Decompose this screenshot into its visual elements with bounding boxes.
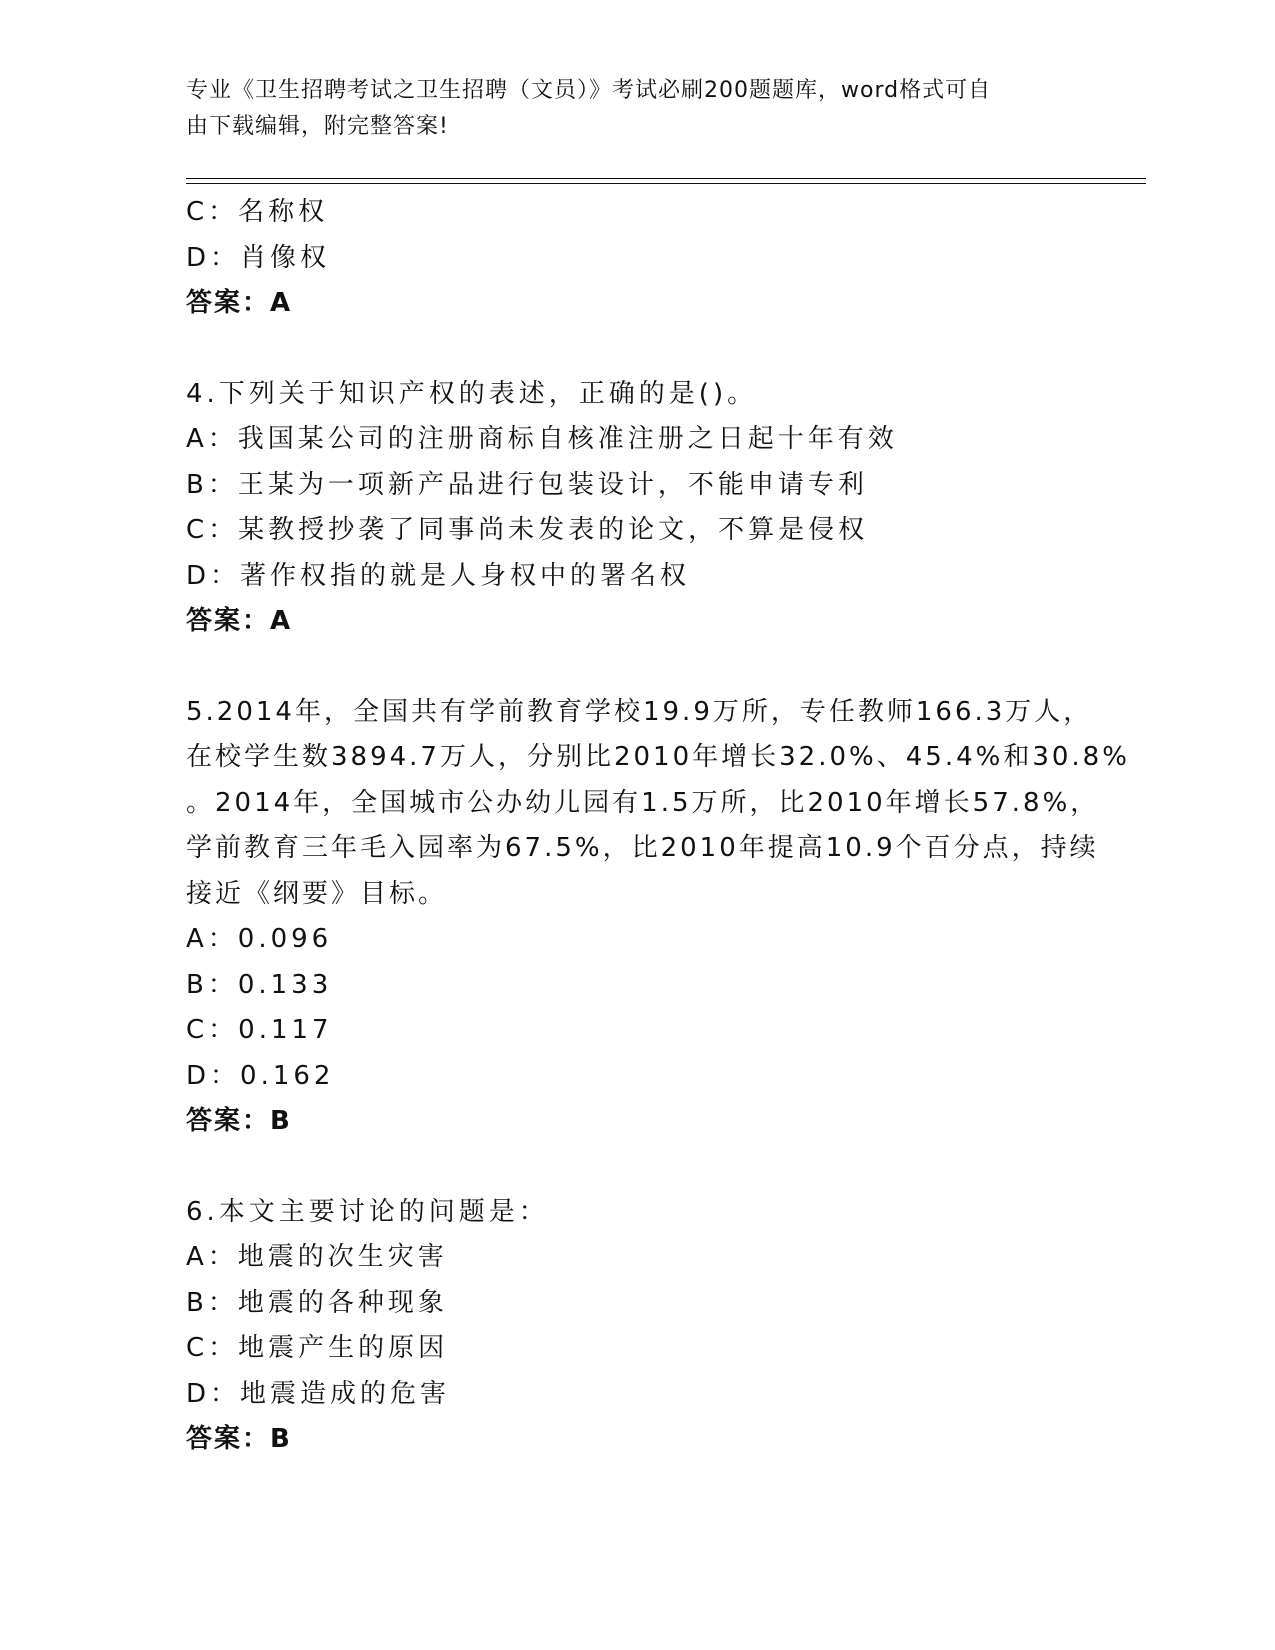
q4-option-b: B：王某为一项新产品进行包装设计，不能申请专利 (186, 469, 868, 500)
header-divider-top (186, 178, 1146, 179)
q5-stem-line-2: 在校学生数3894.7万人，分别比2010年增长32.0%、45.4%和30.8% (186, 742, 1130, 772)
q4-option-a: A：我国某公司的注册商标自核准注册之日起十年有效 (186, 424, 898, 454)
q5-option-a: A：0.096 (186, 924, 333, 954)
header-divider-bottom (186, 183, 1146, 184)
document-header (186, 73, 1066, 145)
q5-stem-line-4: 学前教育三年毛入园率为67.5%，比2010年提高10.9个百分点，持续 (186, 833, 1099, 863)
q6-option-c: C：地震产生的原因 (186, 1333, 449, 1363)
q4-option-d: D：著作权指的就是人身权中的署名权 (186, 560, 691, 591)
q5-answer: 答案：B (186, 1106, 292, 1136)
q6-option-d: D：地震造成的危害 (186, 1378, 451, 1409)
question-6 (186, 1190, 1086, 1463)
q3-option-c: C：名称权 (186, 197, 329, 227)
question-content (186, 190, 1130, 1463)
q4-answer: 答案：A (186, 606, 293, 636)
q3-answer: 答案：A (186, 288, 293, 318)
q6-answer: 答案：B (186, 1424, 292, 1454)
question-4 (186, 372, 1086, 645)
q6-stem: 6.本文主要讨论的问题是： (186, 1196, 549, 1227)
q5-option-d: D：0.162 (186, 1060, 335, 1091)
q3-option-d: D：肖像权 (186, 242, 331, 273)
q4-option-c: C：某教授抄袭了同事尚未发表的论文，不算是侵权 (186, 515, 869, 545)
q4-stem: 4.下列关于知识产权的表述，正确的是()。 (186, 378, 758, 409)
question-3 (186, 190, 1086, 327)
q6-option-a: A：地震的次生灾害 (186, 1242, 448, 1272)
q5-stem-line-3: 。2014年，全国城市公办幼儿园有1.5万所，比2010年增长57.8%， (186, 787, 1100, 818)
q5-stem (186, 690, 1130, 918)
question-5 (186, 690, 1130, 1145)
q6-option-b: B：地震的各种现象 (186, 1287, 448, 1318)
q5-stem-line-1: 5.2014年，全国共有学前教育学校19.9万所，专任教师166.3万人， (186, 696, 1093, 727)
header-line-2: 由下载编辑，附完整答案! (186, 114, 449, 139)
q5-option-b: B：0.133 (186, 969, 333, 1000)
q5-stem-line-5: 接近《纲要》目标。 (186, 878, 448, 909)
header-line-1: 专业《卫生招聘考试之卫生招聘（文员）》考试必刷200题题库，word格式可自 (186, 78, 992, 103)
q5-option-c: C：0.117 (186, 1015, 333, 1045)
